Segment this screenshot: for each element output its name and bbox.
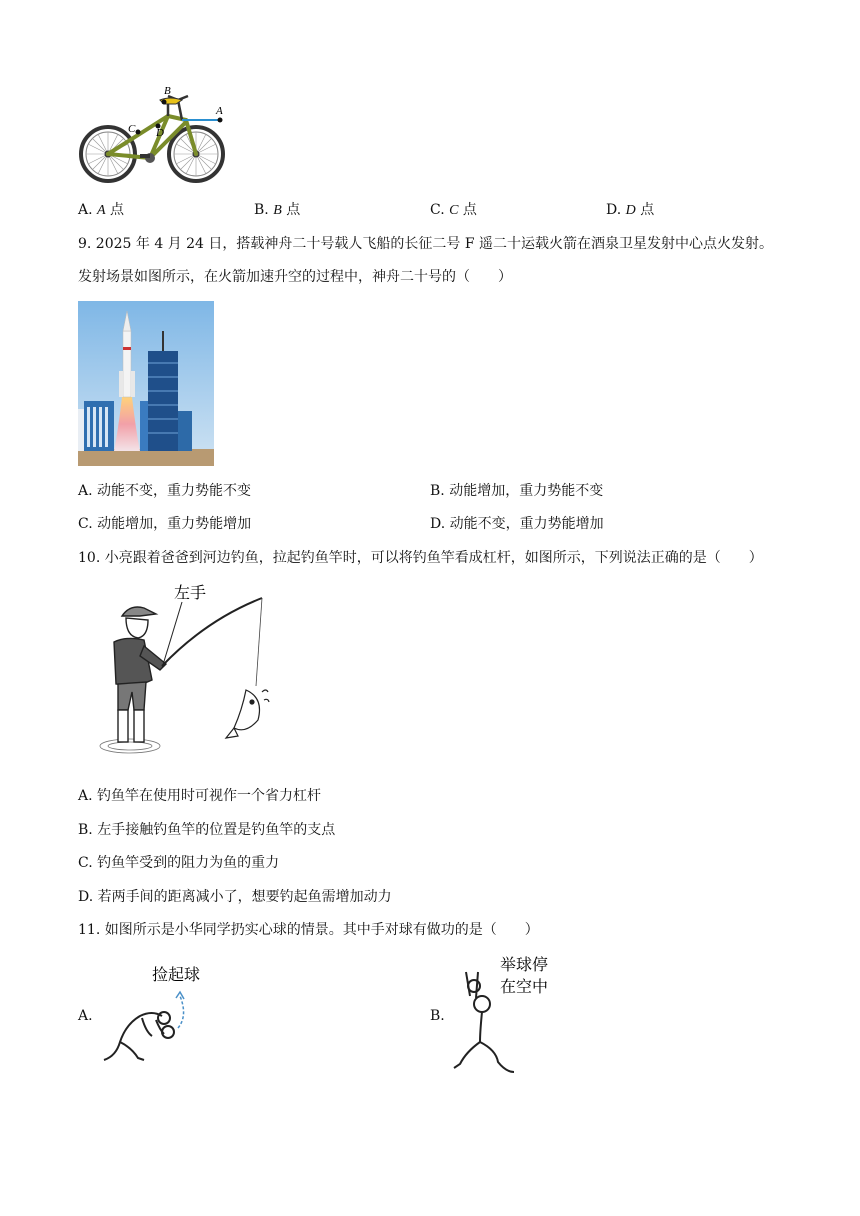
left-hand-pointer: [162, 602, 182, 668]
option-prefix: A.: [78, 202, 98, 218]
pick-up-ball-caption: 捡起球: [152, 965, 201, 984]
option-letter: C: [449, 203, 459, 218]
hold-ball-caption-line2: 在空中: [500, 977, 549, 996]
q9-option-a[interactable]: A. 动能不变，重力势能不变: [78, 483, 252, 499]
q11-option-a[interactable]: A.: [78, 1008, 93, 1024]
q9-stem-line1: 9. 2025 年 4 月 24 日，搭载神舟二十号载人飞船的长征二号 F 遥二十运载火箭在酒泉卫星发射中心点火发射。: [78, 236, 774, 252]
left-hand-label: 左手: [174, 583, 207, 602]
point-label-d: D: [156, 127, 164, 139]
q11-option-b[interactable]: B.: [430, 1008, 445, 1024]
fisherman: [114, 607, 166, 742]
stick-figure-bending: [104, 1012, 174, 1060]
option-suffix: 点: [281, 202, 301, 218]
q9-stem-line2: 发射场景如图所示，在火箭加速升空的过程中，神舟二十号的（ ）: [78, 269, 512, 285]
option-prefix: C.: [430, 202, 450, 218]
q8-option-c[interactable]: [430, 200, 477, 221]
q8-option-a[interactable]: [78, 200, 124, 221]
option-prefix: B.: [254, 202, 274, 218]
option-suffix: 点: [105, 202, 125, 218]
bicycle-figure: [78, 84, 228, 184]
q9-option-d[interactable]: D. 动能不变，重力势能增加: [430, 516, 604, 532]
point-label-c: C: [128, 123, 136, 135]
q10-stem: 10. 小亮跟着爸爸到河边钓鱼，拉起钓鱼竿时，可以将钓鱼竿看成杠杆，如图所示，下列说法正确的是（ ）: [78, 550, 763, 566]
option-letter: B: [273, 203, 282, 218]
option-suffix: 点: [635, 202, 655, 218]
bicycle-drawing: [78, 84, 228, 184]
q8-option-d[interactable]: [606, 200, 654, 221]
pick-up-ball-figure: [96, 958, 226, 1066]
fish: [226, 690, 269, 738]
point-label-b: B: [164, 85, 171, 97]
point-label-a: A: [216, 105, 223, 117]
fishing-line: [256, 598, 262, 686]
option-prefix: D.: [606, 202, 626, 218]
water-ripples: [100, 739, 160, 753]
fishing-figure: [96, 580, 276, 762]
q11-stem: 11. 如图所示是小华同学扔实心球的情景。其中手对球有做功的是（ ）: [78, 922, 539, 938]
q9-option-c[interactable]: C. 动能增加，重力势能增加: [78, 516, 252, 532]
option-letter: D: [625, 203, 636, 218]
rocket-launch-photo: [78, 301, 214, 466]
lift-arrow: [178, 996, 184, 1028]
q10-option-b[interactable]: B. 左手接触钓鱼竿的位置是钓鱼竿的支点: [78, 822, 336, 838]
q8-option-b[interactable]: [254, 200, 300, 221]
q10-option-d[interactable]: D. 若两手间的距离减小了，想要钓起鱼需增加动力: [78, 889, 392, 905]
hold-ball-caption-line1: 举球停: [500, 955, 549, 974]
option-suffix: 点: [458, 202, 477, 218]
hold-ball-figure: [446, 952, 566, 1078]
q10-option-c[interactable]: C. 钓鱼竿受到的阻力为鱼的重力: [78, 855, 280, 871]
option-letter: A: [97, 203, 106, 218]
q9-option-b[interactable]: B. 动能增加，重力势能不变: [430, 483, 604, 499]
q10-option-a[interactable]: A. 钓鱼竿在使用时可视作一个省力杠杆: [78, 788, 322, 804]
fishing-rod: [162, 598, 262, 666]
